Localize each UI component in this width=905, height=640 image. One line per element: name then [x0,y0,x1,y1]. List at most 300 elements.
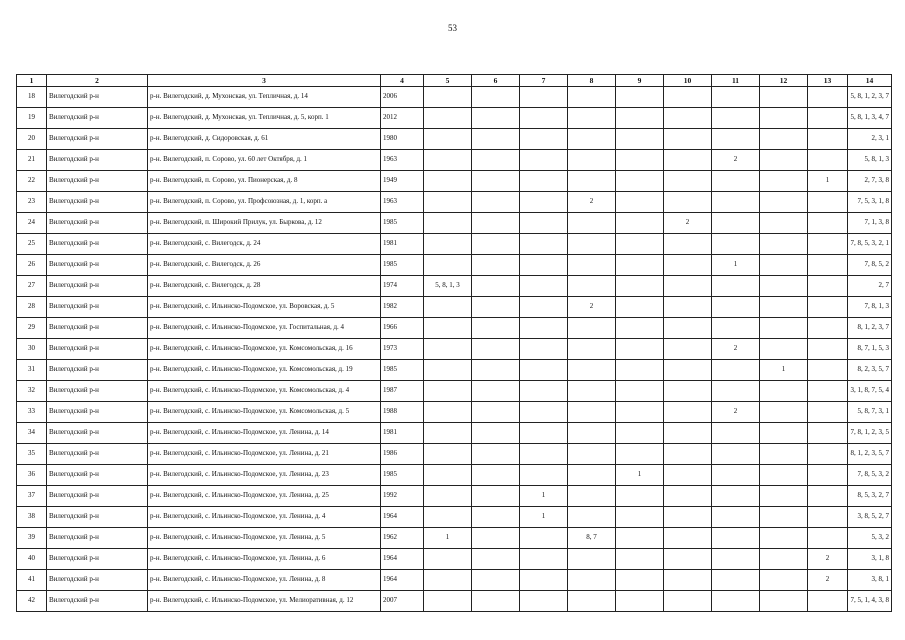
cell-year: 1986 [381,444,424,465]
cell-col-9 [616,213,664,234]
column-header: 4 [381,75,424,87]
cell-col-10 [664,423,712,444]
cell-year: 1985 [381,465,424,486]
cell-col-11 [712,318,760,339]
table-row [17,507,892,528]
cell-district: Вилегодский р-н [47,171,148,192]
cell-col-12 [760,591,808,612]
table-row [17,444,892,465]
cell-col-6 [472,192,520,213]
cell-col-8 [568,108,616,129]
cell-row-number: 31 [17,360,47,381]
cell-col-8 [568,507,616,528]
cell-col-7 [520,360,568,381]
cell-col-11 [712,465,760,486]
cell-year: 1987 [381,381,424,402]
cell-district: Вилегодский р-н [47,570,148,591]
cell-address: р-н. Вилегодский, с. Ильинско-Подомское, ул. Мелиоративная, д. 12 [148,591,381,612]
cell-row-number: 19 [17,108,47,129]
cell-address: р-н. Вилегодский, п. Сорово, ул. 60 лет Октября, д. 1 [148,150,381,171]
cell-row-number: 20 [17,129,47,150]
cell-col-11: 2 [712,339,760,360]
cell-col-8 [568,213,616,234]
cell-col-8 [568,318,616,339]
cell-year: 1963 [381,192,424,213]
cell-col-13 [808,444,848,465]
cell-district: Вилегодский р-н [47,486,148,507]
cell-address: р-н. Вилегодский, с. Ильинско-Подомское, ул. Ленина, д. 5 [148,528,381,549]
cell-col-13: 2 [808,570,848,591]
cell-col-11 [712,213,760,234]
cell-col-10 [664,570,712,591]
cell-col-9 [616,444,664,465]
cell-col-8 [568,549,616,570]
cell-col-8: 2 [568,192,616,213]
cell-district: Вилегодский р-н [47,549,148,570]
cell-col-12 [760,192,808,213]
cell-col-13 [808,234,848,255]
cell-row-number: 27 [17,276,47,297]
column-header: 13 [808,75,848,87]
cell-col-5 [424,486,472,507]
table-row [17,465,892,486]
cell-col-10 [664,192,712,213]
cell-col-9 [616,528,664,549]
cell-address: р-н. Вилегодский, д. Мухонская, ул. Тепличная, д. 14 [148,87,381,108]
cell-col-5 [424,297,472,318]
cell-col-13 [808,150,848,171]
cell-col-6 [472,276,520,297]
table-row [17,108,892,129]
cell-col-10 [664,129,712,150]
cell-col-14: 8, 1, 2, 3, 5, 7 [848,444,892,465]
cell-col-9 [616,171,664,192]
cell-row-number: 41 [17,570,47,591]
cell-col-12 [760,297,808,318]
cell-district: Вилегодский р-н [47,423,148,444]
cell-district: Вилегодский р-н [47,360,148,381]
cell-address: р-н. Вилегодский, с. Ильинско-Подомское, ул. Ленина, д. 8 [148,570,381,591]
cell-col-5 [424,150,472,171]
cell-col-7 [520,108,568,129]
cell-col-8 [568,591,616,612]
cell-district: Вилегодский р-н [47,108,148,129]
cell-col-10 [664,528,712,549]
column-header: 12 [760,75,808,87]
cell-col-14: 7, 1, 3, 8 [848,213,892,234]
cell-col-14: 5, 8, 1, 2, 3, 7 [848,87,892,108]
cell-col-5 [424,255,472,276]
cell-col-9 [616,129,664,150]
cell-col-7 [520,444,568,465]
cell-col-13 [808,402,848,423]
cell-address: р-н. Вилегодский, с. Ильинско-Подомское, ул. Воровская, д. 5 [148,297,381,318]
cell-col-12 [760,255,808,276]
cell-year: 1962 [381,528,424,549]
cell-col-7 [520,402,568,423]
cell-col-5 [424,87,472,108]
column-header: 11 [712,75,760,87]
cell-address: р-н. Вилегодский, с. Ильинско-Подомское, ул. Ленина, д. 25 [148,486,381,507]
cell-col-8 [568,444,616,465]
cell-address: р-н. Вилегодский, с. Ильинско-Подомское, ул. Комсомольская, д. 5 [148,402,381,423]
cell-col-6 [472,129,520,150]
cell-col-7 [520,255,568,276]
cell-district: Вилегодский р-н [47,465,148,486]
cell-col-13 [808,213,848,234]
cell-col-10 [664,444,712,465]
cell-col-5 [424,507,472,528]
cell-col-8 [568,255,616,276]
column-header: 7 [520,75,568,87]
cell-row-number: 40 [17,549,47,570]
cell-col-6 [472,570,520,591]
cell-col-11 [712,129,760,150]
cell-col-10 [664,150,712,171]
cell-col-10 [664,465,712,486]
cell-address: р-н. Вилегодский, с. Ильинско-Подомское, ул. Комсомольская, д. 19 [148,360,381,381]
cell-col-14: 3, 8, 5, 2, 7 [848,507,892,528]
cell-col-5 [424,360,472,381]
cell-col-9 [616,360,664,381]
cell-district: Вилегодский р-н [47,255,148,276]
cell-col-14: 3, 1, 8 [848,549,892,570]
cell-year: 1963 [381,150,424,171]
cell-col-12 [760,87,808,108]
cell-col-11 [712,570,760,591]
cell-col-7 [520,171,568,192]
cell-year: 1985 [381,360,424,381]
cell-row-number: 35 [17,444,47,465]
cell-col-6 [472,339,520,360]
cell-col-14: 5, 3, 2 [848,528,892,549]
cell-address: р-н. Вилегодский, с. Ильинско-Подомское, ул. Ленина, д. 6 [148,549,381,570]
column-header: 1 [17,75,47,87]
cell-col-7 [520,192,568,213]
cell-col-12 [760,276,808,297]
cell-address: р-н. Вилегодский, с. Ильинско-Подомское, ул. Ленина, д. 21 [148,444,381,465]
cell-col-12 [760,549,808,570]
cell-col-5 [424,381,472,402]
cell-col-6 [472,234,520,255]
cell-district: Вилегодский р-н [47,591,148,612]
cell-col-7 [520,528,568,549]
cell-year: 1949 [381,171,424,192]
cell-year: 2006 [381,87,424,108]
cell-col-10 [664,507,712,528]
cell-col-7 [520,381,568,402]
cell-year: 1985 [381,213,424,234]
table-row [17,360,892,381]
cell-year: 1981 [381,234,424,255]
cell-col-14: 7, 8, 1, 2, 3, 5 [848,423,892,444]
cell-col-8 [568,276,616,297]
cell-address: р-н. Вилегодский, с. Вилегодск, д. 26 [148,255,381,276]
cell-col-13 [808,129,848,150]
cell-year: 1964 [381,507,424,528]
cell-col-5 [424,108,472,129]
cell-col-6 [472,486,520,507]
cell-col-14: 7, 5, 1, 4, 3, 8 [848,591,892,612]
cell-col-14: 7, 8, 5, 2 [848,255,892,276]
cell-col-12 [760,213,808,234]
cell-col-5: 1 [424,528,472,549]
cell-address: р-н. Вилегодский, п. Сорово, ул. Пионерская, д. 8 [148,171,381,192]
cell-year: 1988 [381,402,424,423]
cell-col-8 [568,381,616,402]
cell-row-number: 22 [17,171,47,192]
cell-col-7 [520,423,568,444]
cell-col-10 [664,171,712,192]
cell-row-number: 39 [17,528,47,549]
cell-row-number: 18 [17,87,47,108]
cell-col-8 [568,234,616,255]
cell-col-8 [568,486,616,507]
cell-address: р-н. Вилегодский, д. Сидоровская, д. 61 [148,129,381,150]
cell-row-number: 21 [17,150,47,171]
cell-col-10 [664,591,712,612]
cell-col-7 [520,339,568,360]
cell-col-11 [712,423,760,444]
cell-col-11 [712,192,760,213]
cell-col-5 [424,591,472,612]
cell-col-8 [568,129,616,150]
cell-col-11 [712,87,760,108]
cell-col-11 [712,297,760,318]
cell-col-10 [664,108,712,129]
cell-col-6 [472,213,520,234]
cell-col-13 [808,297,848,318]
cell-col-7 [520,570,568,591]
cell-col-8 [568,423,616,444]
cell-col-14: 3, 8, 1 [848,570,892,591]
cell-col-6 [472,591,520,612]
cell-col-14: 8, 2, 3, 5, 7 [848,360,892,381]
cell-address: р-н. Вилегодский, с. Ильинско-Подомское, ул. Комсомольская, д. 4 [148,381,381,402]
cell-address: р-н. Вилегодский, с. Ильинско-Подомское, ул. Госпитальная, д. 4 [148,318,381,339]
cell-col-7 [520,549,568,570]
cell-address: р-н. Вилегодский, д. Мухонская, ул. Тепличная, д. 5, корп. 1 [148,108,381,129]
cell-col-13 [808,87,848,108]
cell-col-13 [808,486,848,507]
table-row [17,423,892,444]
cell-col-11 [712,591,760,612]
cell-col-10 [664,318,712,339]
cell-col-14: 7, 5, 3, 1, 8 [848,192,892,213]
table-row [17,276,892,297]
cell-col-12 [760,486,808,507]
cell-col-9 [616,339,664,360]
cell-col-12 [760,339,808,360]
cell-col-12 [760,381,808,402]
cell-col-10 [664,381,712,402]
cell-district: Вилегодский р-н [47,507,148,528]
cell-col-5 [424,234,472,255]
cell-col-9: 1 [616,465,664,486]
cell-col-11 [712,486,760,507]
cell-col-11 [712,276,760,297]
cell-col-7 [520,213,568,234]
table-row [17,318,892,339]
cell-col-11 [712,444,760,465]
cell-col-12 [760,465,808,486]
cell-col-5 [424,444,472,465]
cell-col-11 [712,234,760,255]
cell-col-14: 5, 8, 7, 3, 1 [848,402,892,423]
cell-col-10 [664,87,712,108]
cell-district: Вилегодский р-н [47,381,148,402]
cell-col-13 [808,276,848,297]
cell-col-13 [808,255,848,276]
cell-col-6 [472,465,520,486]
cell-col-11 [712,549,760,570]
cell-col-8 [568,150,616,171]
cell-year: 1964 [381,549,424,570]
cell-col-10 [664,360,712,381]
cell-district: Вилегодский р-н [47,297,148,318]
cell-col-11: 2 [712,150,760,171]
cell-col-12 [760,318,808,339]
cell-district: Вилегодский р-н [47,276,148,297]
cell-col-10 [664,486,712,507]
cell-col-12 [760,507,808,528]
cell-col-12 [760,150,808,171]
cell-col-6 [472,108,520,129]
cell-col-14: 2, 7, 3, 8 [848,171,892,192]
cell-col-12 [760,402,808,423]
cell-col-10 [664,255,712,276]
cell-col-14: 8, 1, 2, 3, 7 [848,318,892,339]
cell-col-6 [472,318,520,339]
cell-col-9 [616,570,664,591]
cell-col-6 [472,423,520,444]
cell-col-13 [808,381,848,402]
cell-col-6 [472,255,520,276]
cell-col-12 [760,444,808,465]
cell-col-8 [568,339,616,360]
cell-col-7 [520,87,568,108]
cell-col-11 [712,108,760,129]
cell-address: р-н. Вилегодский, п. Широкий Прилук, ул. Быркова, д. 12 [148,213,381,234]
cell-col-10 [664,297,712,318]
cell-row-number: 24 [17,213,47,234]
column-header: 14 [848,75,892,87]
cell-col-8 [568,465,616,486]
cell-district: Вилегодский р-н [47,528,148,549]
cell-col-9 [616,87,664,108]
cell-col-6 [472,150,520,171]
cell-col-10 [664,402,712,423]
cell-col-10 [664,339,712,360]
cell-col-9 [616,486,664,507]
cell-col-8: 8, 7 [568,528,616,549]
table-row [17,486,892,507]
cell-col-10: 2 [664,213,712,234]
cell-col-5 [424,402,472,423]
cell-col-7 [520,591,568,612]
column-header: 6 [472,75,520,87]
cell-col-6 [472,528,520,549]
cell-col-11 [712,507,760,528]
cell-col-5 [424,423,472,444]
cell-col-11: 2 [712,402,760,423]
cell-year: 1973 [381,339,424,360]
cell-address: р-н. Вилегодский, с. Вилегодск, д. 24 [148,234,381,255]
page-number: 53 [448,23,457,33]
cell-year: 1964 [381,570,424,591]
cell-col-13 [808,507,848,528]
cell-col-5 [424,171,472,192]
cell-col-12: 1 [760,360,808,381]
cell-col-9 [616,108,664,129]
cell-col-7 [520,150,568,171]
cell-row-number: 28 [17,297,47,318]
cell-col-13 [808,318,848,339]
cell-col-5 [424,192,472,213]
cell-col-9 [616,549,664,570]
cell-col-5 [424,570,472,591]
cell-col-9 [616,192,664,213]
cell-col-7 [520,129,568,150]
cell-col-7 [520,276,568,297]
cell-col-13 [808,339,848,360]
cell-col-6 [472,381,520,402]
cell-col-9 [616,276,664,297]
table-body [17,87,892,612]
table-row [17,213,892,234]
cell-col-7 [520,297,568,318]
cell-col-14: 8, 7, 1, 5, 3 [848,339,892,360]
cell-col-9 [616,423,664,444]
cell-col-10 [664,549,712,570]
cell-col-6 [472,360,520,381]
cell-col-5 [424,129,472,150]
cell-col-8 [568,402,616,423]
cell-year: 2007 [381,591,424,612]
cell-year: 1982 [381,297,424,318]
cell-col-11 [712,381,760,402]
cell-district: Вилегодский р-н [47,150,148,171]
cell-district: Вилегодский р-н [47,318,148,339]
table-row [17,192,892,213]
cell-col-14: 5, 8, 1, 3 [848,150,892,171]
cell-col-9 [616,402,664,423]
cell-row-number: 33 [17,402,47,423]
cell-col-5 [424,318,472,339]
cell-col-9 [616,318,664,339]
cell-col-6 [472,87,520,108]
cell-district: Вилегодский р-н [47,234,148,255]
table-row [17,234,892,255]
cell-col-13 [808,591,848,612]
cell-col-14: 2, 3, 1 [848,129,892,150]
cell-col-11 [712,171,760,192]
cell-district: Вилегодский р-н [47,213,148,234]
column-header: 3 [148,75,381,87]
cell-col-12 [760,129,808,150]
cell-col-9 [616,381,664,402]
table-row [17,402,892,423]
cell-col-5: 5, 8, 1, 3 [424,276,472,297]
cell-row-number: 26 [17,255,47,276]
header-row [17,75,892,87]
cell-col-6 [472,171,520,192]
cell-col-6 [472,297,520,318]
cell-col-14: 7, 8, 1, 3 [848,297,892,318]
cell-col-14: 7, 8, 5, 3, 2 [848,465,892,486]
cell-col-13 [808,528,848,549]
cell-col-9 [616,507,664,528]
